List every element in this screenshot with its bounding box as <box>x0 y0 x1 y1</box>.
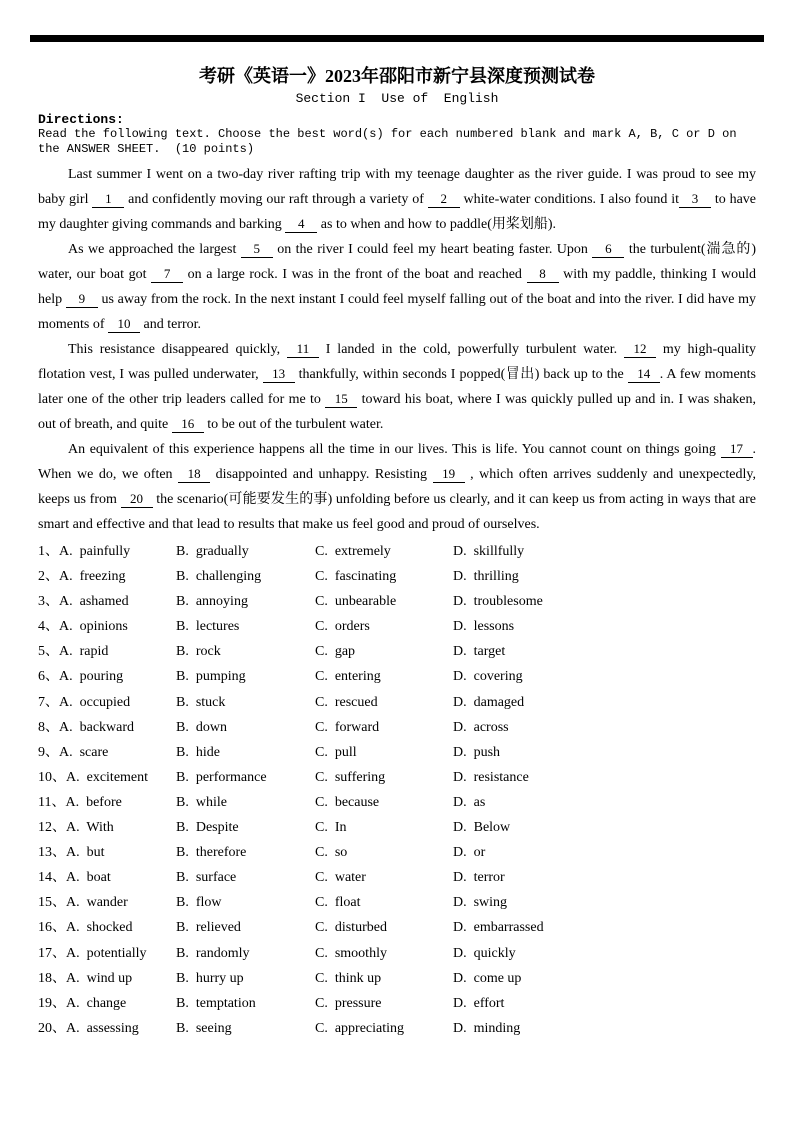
blank-5: 5 <box>241 240 273 258</box>
passage-paragraph: As we approached the largest 5 on the river I could feel my heart beating faster. Upon 6 the turbulent(湍急的) water, our boat got 7 on a large rock. I was in the front of the boat and reached 8 with my paddle, thinking I would help 9 us away from the rock. In the next instant I could feel myself falling out of the boat and into the river. I did have my moments of 10 and terror. <box>38 241 757 332</box>
question-4-option-a: 4、A. opinions <box>38 619 128 635</box>
question-row-11 <box>38 790 756 815</box>
blank-12: 12 <box>624 340 656 358</box>
question-3-option-b: B. annoying <box>176 594 248 610</box>
question-row-2 <box>38 564 756 589</box>
question-10-option-d: D. resistance <box>453 769 529 785</box>
question-14-option-a: 14、A. boat <box>38 870 111 886</box>
question-row-13 <box>38 840 756 865</box>
question-20-option-d: D. minding <box>453 1020 521 1036</box>
question-9-option-b: B. hide <box>176 744 220 760</box>
question-13-option-b: B. therefore <box>176 845 247 861</box>
question-13-option-a: 13、A. but <box>38 845 105 861</box>
question-row-3 <box>38 589 756 614</box>
question-row-14 <box>38 865 756 890</box>
question-1-option-a: 1、A. painfully <box>38 544 131 559</box>
question-3-option-d: D. troublesome <box>453 594 543 610</box>
page-title: 考研《英语一》2023年邵阳市新宁县深度预测试卷 <box>199 66 595 86</box>
directions-label: Directions: <box>38 112 124 127</box>
question-16-option-a: 16、A. shocked <box>38 920 133 936</box>
question-1-option-d: D. skillfully <box>453 544 525 559</box>
question-11-option-d: D. as <box>453 794 486 810</box>
question-20-option-b: B. seeing <box>176 1020 232 1036</box>
question-20-option-a: 20、A. assessing <box>38 1020 139 1036</box>
question-13-option-d: D. or <box>453 845 486 861</box>
question-row-12 <box>38 815 756 840</box>
question-row-17 <box>38 941 756 966</box>
question-2-option-d: D. thrilling <box>453 569 519 585</box>
question-5-option-d: D. target <box>453 644 506 660</box>
question-row-8 <box>38 715 756 740</box>
question-11-option-a: 11、A. before <box>38 794 122 810</box>
question-17-option-b: B. randomly <box>176 945 250 961</box>
question-4-option-b: B. lectures <box>176 619 240 635</box>
question-12-option-b: B. Despite <box>176 820 239 836</box>
question-9-option-d: D. push <box>453 744 501 760</box>
question-7-option-a: 7、A. occupied <box>38 694 131 710</box>
directions-text: Read the following text. Choose the best word(s) for each numbered blank and mark A, B, C or D on the ANSWER SHEET. (10 points) <box>38 127 744 156</box>
blank-13: 13 <box>263 365 295 383</box>
blank-4: 4 <box>285 215 317 233</box>
blank-6: 6 <box>592 240 624 258</box>
question-row-15 <box>38 890 756 915</box>
question-row-5 <box>38 639 756 664</box>
question-12-option-d: D. Below <box>453 820 511 836</box>
question-15-option-d: D. swing <box>453 895 508 911</box>
question-19-option-a: 19、A. change <box>38 995 127 1011</box>
blank-15: 15 <box>325 390 357 408</box>
question-18-option-c: C. think up <box>315 970 382 986</box>
blank-9: 9 <box>66 290 98 308</box>
question-12-option-c: C. In <box>315 820 347 836</box>
question-row-16 <box>38 915 756 940</box>
question-16-option-d: D. embarrassed <box>453 920 544 936</box>
question-16-option-c: C. disturbed <box>315 920 387 936</box>
question-5-option-a: 5、A. rapid <box>38 644 109 660</box>
section-heading: Section I Use of English <box>295 91 499 106</box>
question-18-option-a: 18、A. wind up <box>38 970 133 986</box>
question-row-20 <box>38 1016 756 1041</box>
passage-paragraph: This resistance disappeared quickly, 11 I landed in the cold, powerfully turbulent water. 12 my high-quality flotation vest, I was pulled underwater, 13 thankfully, within seconds I popped(冒出) back up to the 14 . A few moments later one of the other trip leaders called for me to 15 toward his boat, where I was quickly pulled up and in. I was shaken, out of breath, and quite 16 to be out of the turbulent water. <box>38 341 756 432</box>
question-17-option-d: D. quickly <box>453 945 516 961</box>
question-19-option-d: D. effort <box>453 995 505 1011</box>
question-5-option-b: B. rock <box>176 644 221 660</box>
question-7-option-b: B. stuck <box>176 694 226 710</box>
blank-1: 1 <box>92 190 124 208</box>
questions <box>38 539 756 1041</box>
question-6-option-b: B. pumping <box>176 669 246 685</box>
question-20-option-c: C. appreciating <box>315 1020 405 1036</box>
question-6-option-d: D. covering <box>453 669 523 685</box>
question-6-option-c: C. entering <box>315 669 381 685</box>
passage <box>38 162 756 537</box>
question-15-option-a: 15、A. wander <box>38 895 128 911</box>
blank-2: 2 <box>428 190 460 208</box>
blank-16: 16 <box>172 415 204 433</box>
question-row-6 <box>38 664 756 689</box>
question-8-option-d: D. across <box>453 719 509 735</box>
question-row-9 <box>38 740 756 765</box>
blank-10: 10 <box>108 315 140 333</box>
question-1-option-c: C. extremely <box>315 544 391 559</box>
blank-8: 8 <box>527 265 559 283</box>
question-row-7 <box>38 690 756 715</box>
blank-3: 3 <box>679 190 711 208</box>
blank-20: 20 <box>121 490 153 508</box>
question-row-10 <box>38 765 756 790</box>
question-row-4 <box>38 614 756 639</box>
question-2-option-c: C. fascinating <box>315 569 397 585</box>
blank-19: 19 <box>433 465 465 483</box>
question-3-option-c: C. unbearable <box>315 594 397 610</box>
question-8-option-c: C. forward <box>315 719 380 735</box>
question-3-option-a: 3、A. ashamed <box>38 594 129 610</box>
question-18-option-d: D. come up <box>453 970 522 986</box>
question-row-1 <box>38 539 756 564</box>
question-8-option-a: 8、A. backward <box>38 719 135 735</box>
question-4-option-c: C. orders <box>315 619 370 635</box>
question-9-option-a: 9、A. scare <box>38 744 109 760</box>
question-10-option-a: 10、A. excitement <box>38 769 149 785</box>
blank-18: 18 <box>178 465 210 483</box>
question-7-option-c: C. rescued <box>315 694 378 710</box>
question-7-option-d: D. damaged <box>453 694 525 710</box>
blank-11: 11 <box>287 340 319 358</box>
question-4-option-d: D. lessons <box>453 619 515 635</box>
question-13-option-c: C. so <box>315 845 348 861</box>
question-15-option-b: B. flow <box>176 895 222 911</box>
blank-17: 17 <box>721 440 753 458</box>
passage-paragraph: Last summer I went on a two-day river rafting trip with my teenage daughter as the river guide. I was proud to see my baby girl 1 and confidently moving our raft through a variety of 2 white-water conditions. I also found it 3 to have my daughter giving commands and barking 4 as to when and how to paddle(用桨划船). <box>38 167 757 232</box>
question-10-option-b: B. performance <box>176 769 267 785</box>
question-19-option-c: C. pressure <box>315 995 382 1011</box>
question-6-option-a: 6、A. pouring <box>38 669 124 685</box>
question-row-19 <box>38 991 756 1016</box>
question-14-option-d: D. terror <box>453 870 505 886</box>
passage-paragraph: An equivalent of this experience happens all the time in our lives. This is life. You cannot count on things going 17 . When we do, we often 18 disappointed and unhappy. Resisting 19 , which often arrives suddenly and unexpectedly, keeps us from 20 the scenario(可能要发生的事) unfolding before us clearly, and it can keep us from acting in ways that are smart and effective and that lead to results that make us feel good and proud of ourselves. <box>38 441 756 532</box>
question-14-option-c: C. water <box>315 870 366 886</box>
question-2-option-a: 2、A. freezing <box>38 569 126 585</box>
question-18-option-b: B. hurry up <box>176 970 244 986</box>
question-row-18 <box>38 966 756 991</box>
question-12-option-a: 12、A. With <box>38 820 114 836</box>
blank-7: 7 <box>151 265 183 283</box>
blank-14: 14 <box>628 365 660 383</box>
question-17-option-a: 17、A. potentially <box>38 945 147 961</box>
question-15-option-c: C. float <box>315 895 361 911</box>
question-10-option-c: C. suffering <box>315 769 386 785</box>
page-top-border <box>30 35 764 42</box>
question-5-option-c: C. gap <box>315 644 356 660</box>
question-17-option-c: C. smoothly <box>315 945 387 961</box>
question-14-option-b: B. surface <box>176 870 237 886</box>
question-8-option-b: B. down <box>176 719 227 735</box>
question-11-option-b: B. while <box>176 794 227 810</box>
question-11-option-c: C. because <box>315 794 380 810</box>
question-1-option-b: B. gradually <box>176 544 249 559</box>
question-9-option-c: C. pull <box>315 744 357 760</box>
question-19-option-b: B. temptation <box>176 995 256 1011</box>
question-2-option-b: B. challenging <box>176 569 262 585</box>
question-16-option-b: B. relieved <box>176 920 241 936</box>
